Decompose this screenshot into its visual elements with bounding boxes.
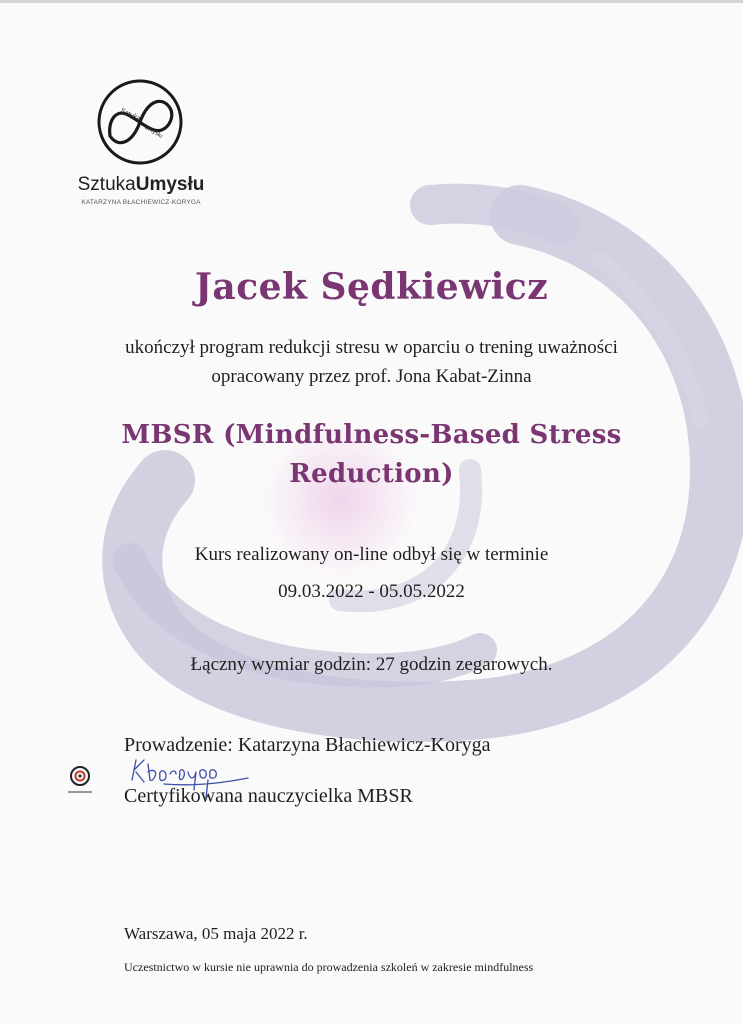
description-line-1: ukończył program redukcji stresu w oparciu o trening uważności [125, 337, 618, 358]
infinity-logo-icon [96, 78, 184, 166]
description-line-2: opracowany przez prof. Jona Kabat-Zinna [211, 366, 532, 387]
course-hours: Łączny wymiar godzin: 27 godzin zegarowych. [190, 654, 553, 675]
brand-name-bold: Umysłu [135, 174, 205, 195]
course-dates: 09.03.2022 - 05.05.2022 [278, 581, 465, 602]
logo-ring-text-2: Umysłu [143, 124, 164, 140]
brand-logo [62, 78, 232, 208]
program-title-line-2: Reduction) [289, 459, 454, 489]
place-and-date: Warszawa, 05 maja 2022 r. [124, 924, 308, 943]
seal-logo-icon [60, 760, 100, 800]
brand-name [62, 174, 220, 196]
course-text: Kurs realizowany on-line odbył się w terminie [194, 544, 549, 565]
program-title-line-1: MBSR (Mindfulness-Based Stress [121, 420, 622, 450]
brand-owner: KATARZYNA BŁACHIEWICZ-KORYGA [81, 199, 201, 206]
disclaimer-note: Uczestnictwo w kursie nie uprawnia do prowadzenia szkoleń w zakresie mindfulness [124, 960, 534, 974]
brand-name-light: Sztuka [77, 174, 136, 195]
instructor-lead: Prowadzenie: Katarzyna Błachiewicz-Koryga [124, 734, 491, 756]
recipient-name: Jacek Sędkiewicz [194, 266, 549, 308]
instructor-title: Certyfikowana nauczycielka MBSR [124, 785, 413, 807]
logo-ring-text-1: Sztuka [119, 107, 142, 123]
